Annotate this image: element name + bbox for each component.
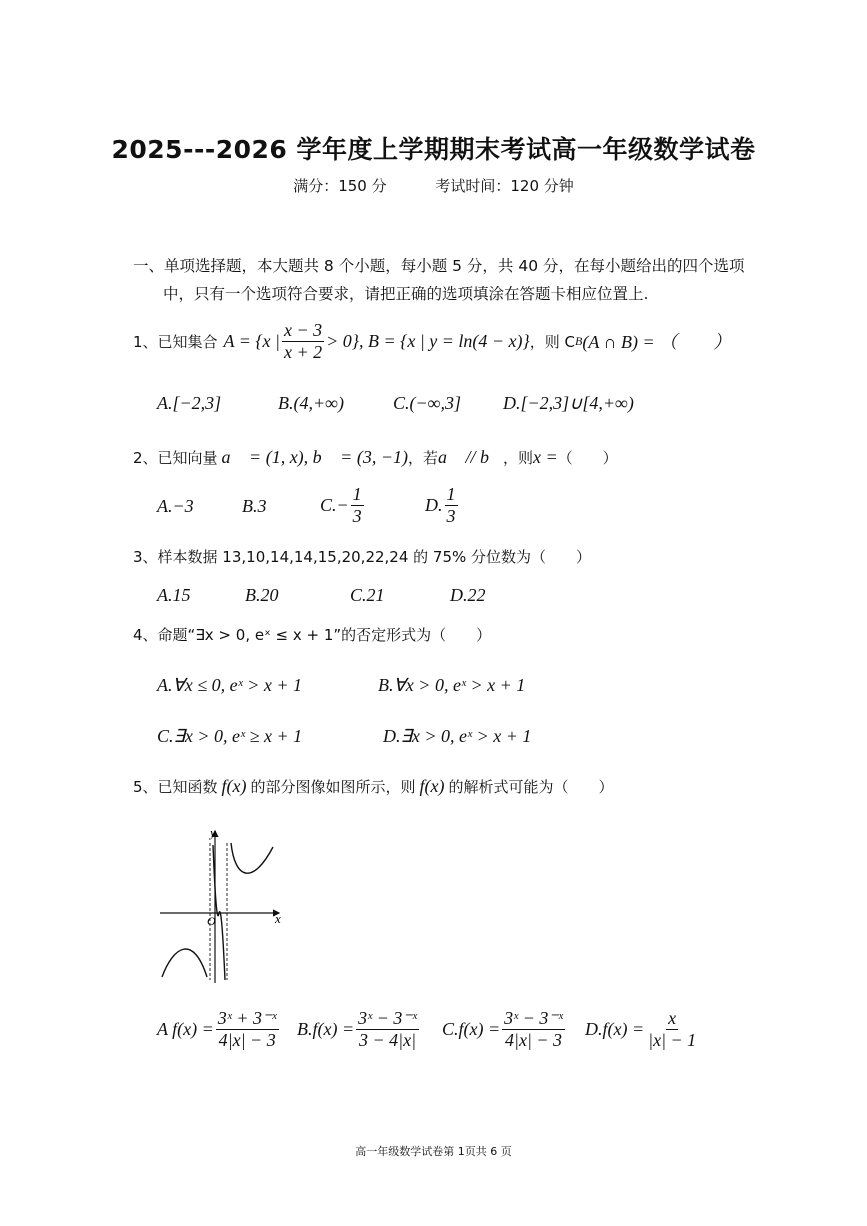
q2-math2: a⃗ // b⃗ bbox=[437, 447, 503, 467]
q2-option-c[interactable] bbox=[320, 484, 366, 526]
full-score: 满分：150 分 bbox=[293, 177, 387, 195]
question-1-stem bbox=[133, 320, 731, 362]
q1-tail: (A ∩ B) = （ ） bbox=[582, 332, 732, 353]
q5-a-num: 3ˣ + 3⁻ˣ bbox=[217, 1008, 277, 1028]
q5-mid: 的部分图像如图所示，则 bbox=[250, 778, 416, 796]
q5-c-num: 3ˣ − 3⁻ˣ bbox=[504, 1008, 563, 1028]
q1-prefix: 1、已知集合 bbox=[133, 332, 218, 351]
x-axis-label: x bbox=[275, 911, 281, 926]
q2-tail: （ ） bbox=[557, 449, 618, 467]
q3-option-a[interactable]: A.15 bbox=[157, 585, 191, 605]
q5-d-label: D.f(x) = bbox=[585, 1018, 645, 1039]
q2-prefix: 2、已知向量 bbox=[133, 449, 218, 467]
q2-option-c-label: C.− bbox=[320, 494, 349, 515]
q2-option-d[interactable] bbox=[425, 484, 460, 526]
q5-d-num: x bbox=[668, 1008, 677, 1028]
q4-option-d[interactable]: D.∃x > 0, eˣ > x + 1 bbox=[383, 726, 532, 746]
question-5-stem bbox=[133, 776, 614, 797]
q5-option-c[interactable] bbox=[442, 1008, 567, 1050]
question-2-stem bbox=[133, 447, 618, 468]
q5-d-den: |x| − 1 bbox=[648, 1029, 697, 1050]
exam-title: 2025---2026 学年度上学期期末考试高一年级数学试卷 bbox=[111, 135, 756, 164]
q4-option-b[interactable]: B.∀x > 0, eˣ > x + 1 bbox=[378, 675, 526, 695]
q2-option-b[interactable]: B.3 bbox=[242, 496, 267, 516]
q5-b-frac bbox=[356, 1008, 419, 1050]
page-footer: 高一年级数学试卷第 1页共 6 页 bbox=[355, 1145, 512, 1158]
function-graph bbox=[155, 825, 290, 985]
exam-info bbox=[0, 175, 867, 196]
y-axis-label: y bbox=[210, 825, 216, 840]
curve-right-branch bbox=[231, 843, 273, 873]
q1-option-a[interactable]: A.[−2,3] bbox=[157, 393, 222, 413]
q1-option-d[interactable]: D.[−2,3]∪[4,+∞) bbox=[503, 393, 634, 413]
q4-option-c[interactable]: C.∃x > 0, eˣ ≥ x + 1 bbox=[157, 726, 303, 746]
q3-option-d[interactable]: D.22 bbox=[450, 585, 486, 605]
q5-tail: 的解析式可能为（ ） bbox=[448, 778, 614, 796]
q3-option-c[interactable]: C.21 bbox=[350, 585, 385, 605]
q2-option-c-frac bbox=[351, 484, 364, 526]
exam-time: 考试时间：120 分钟 bbox=[435, 177, 574, 195]
q3-option-b[interactable]: B.20 bbox=[245, 585, 279, 605]
question-3-stem: 3、样本数据 13,10,14,14,15,20,22,24 的 75% 分位数为（ ） bbox=[133, 548, 592, 566]
origin-label: O bbox=[207, 914, 216, 928]
q5-b-label: B.f(x) = bbox=[297, 1018, 355, 1039]
q5-c-label: C.f(x) = bbox=[442, 1018, 501, 1039]
q2-option-a[interactable]: A.−3 bbox=[157, 496, 194, 516]
q5-math: f(x) bbox=[221, 776, 247, 796]
q5-option-b[interactable] bbox=[297, 1008, 421, 1050]
q1-suffix: ，则 C bbox=[529, 332, 575, 351]
q2-mid: ，若 bbox=[407, 449, 438, 467]
q5-prefix: 5、已知函数 bbox=[133, 778, 218, 796]
q2-d-num: 1 bbox=[446, 484, 456, 504]
q2-d-den: 3 bbox=[446, 505, 456, 526]
q5-option-a[interactable] bbox=[157, 1008, 281, 1050]
q2-math: a⃗ = (1, x), b⃗ = (3, −1) bbox=[221, 447, 408, 467]
section-heading-line1: 一、单项选择题，本大题共 8 个小题，每小题 5 分，共 40 分，在每小题给出的四个选项 bbox=[133, 257, 745, 275]
q2-option-d-label: D. bbox=[425, 494, 443, 515]
q1-math-b: > 0}, B = {x | y = ln(4 − x)} bbox=[326, 330, 530, 351]
q1-option-b[interactable]: B.(4,+∞) bbox=[278, 393, 344, 413]
q2-c-num: 1 bbox=[352, 484, 362, 504]
section-heading-line2: 中，只有一个选项符合要求，请把正确的选项填涂在答题卡相应位置上. bbox=[163, 285, 649, 303]
q5-a-den: 4|x| − 3 bbox=[218, 1029, 276, 1050]
q1-math-a: A = {x | bbox=[223, 330, 280, 351]
q5-b-den: 3 − 4|x| bbox=[359, 1029, 417, 1050]
q5-a-label: A f(x) = bbox=[157, 1018, 214, 1039]
q1-fraction bbox=[282, 320, 324, 362]
q5-math2: f(x) bbox=[419, 776, 445, 796]
q5-c-den: 4|x| − 3 bbox=[505, 1029, 563, 1050]
curve-left-branch bbox=[162, 949, 207, 977]
question-4-stem: 4、命题“∃x > 0, eˣ ≤ x + 1”的否定形式为（ ） bbox=[133, 626, 492, 644]
q5-a-frac bbox=[216, 1008, 279, 1050]
q5-option-d[interactable] bbox=[585, 1008, 700, 1050]
q4-option-a[interactable]: A.∀x ≤ 0, eˣ > x + 1 bbox=[157, 675, 303, 695]
q2-math3: x = bbox=[533, 447, 558, 467]
q2-c-den: 3 bbox=[352, 505, 362, 526]
q2-suffix: ，则 bbox=[503, 449, 534, 467]
q1-frac-num: x − 3 bbox=[284, 320, 323, 340]
q1-frac-den: x + 2 bbox=[284, 341, 323, 362]
q1-option-c[interactable]: C.(−∞,3] bbox=[393, 393, 461, 413]
q5-c-frac bbox=[502, 1008, 565, 1050]
q5-b-num: 3ˣ − 3⁻ˣ bbox=[358, 1008, 417, 1028]
q2-option-d-frac bbox=[445, 484, 458, 526]
q5-d-frac bbox=[646, 1008, 698, 1050]
q1-sub: B bbox=[574, 333, 583, 348]
